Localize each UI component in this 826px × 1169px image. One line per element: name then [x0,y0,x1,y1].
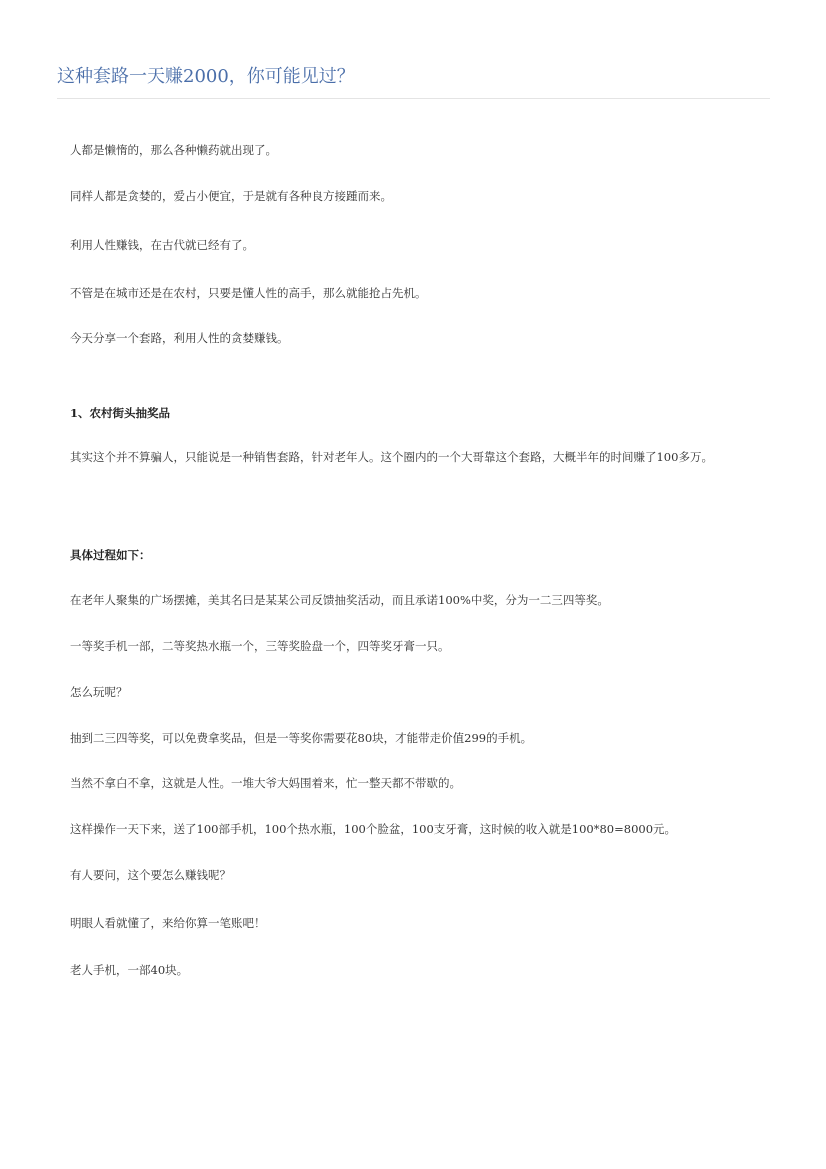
section-heading: 1、农村街头抽奖品 [70,406,171,420]
intro-paragraph: 同样人都是贪婪的，爱占小便宜，于是就有各种良方接踵而来。 [70,189,392,203]
intro-paragraph: 人都是懒惰的，那么各种懒药就出现了。 [70,143,277,157]
process-paragraph: 当然不拿白不拿，这就是人性。一堆大爷大妈围着来，忙一整天都不带歇的。 [70,776,461,790]
process-paragraph: 抽到二三四等奖，可以免费拿奖品，但是一等奖你需要花80块，才能带走价值299的手机。 [70,731,533,745]
process-paragraph: 怎么玩呢？ [70,685,128,699]
title-divider [57,98,770,99]
article-title: 这种套路一天赚2000，你可能见过？ [57,66,355,87]
intro-paragraph: 不管是在城市还是在农村，只要是懂人性的高手，那么就能抢占先机。 [70,286,427,300]
intro-paragraph: 利用人性赚钱，在古代就已经有了。 [70,238,254,252]
process-heading: 具体过程如下： [70,548,151,562]
process-paragraph: 老人手机，一部40块。 [70,963,189,977]
intro-paragraph: 今天分享一个套路，利用人性的贪婪赚钱。 [70,331,289,345]
process-paragraph: 有人要问，这个要怎么赚钱呢？ [70,868,231,882]
process-paragraph: 明眼人看就懂了，来给你算一笔账吧！ [70,916,266,930]
process-paragraph: 在老年人聚集的广场摆摊，美其名曰是某某公司反馈抽奖活动，而且承诺100%中奖，分为一二三四等奖。 [70,593,609,607]
process-paragraph: 这样操作一天下来，送了100部手机，100个热水瓶，100个脸盆，100支牙膏，这时候的收入就是100*80=8000元。 [70,822,677,836]
section-paragraph: 其实这个并不算骗人，只能说是一种销售套路，针对老年人。这个圈内的一个大哥靠这个套路，大概半年的时间赚了100多万。 [70,450,713,464]
process-paragraph: 一等奖手机一部，二等奖热水瓶一个，三等奖脸盘一个，四等奖牙膏一只。 [70,639,450,653]
